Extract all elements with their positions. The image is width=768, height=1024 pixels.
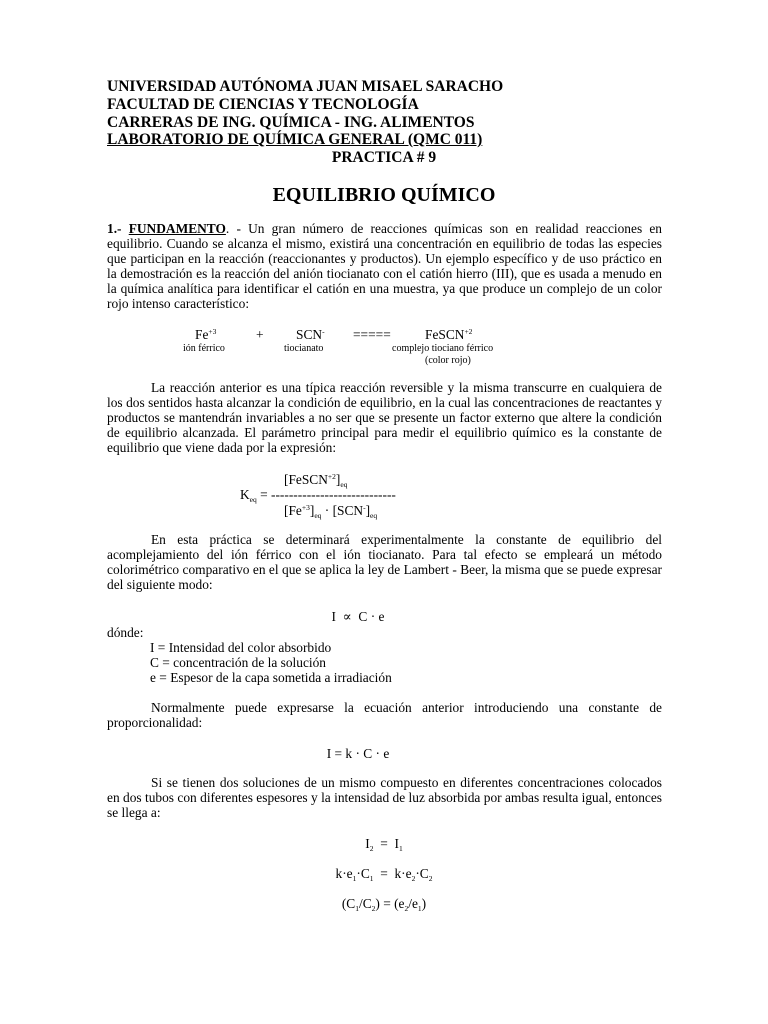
keq-fraction-line: $K_{eq}$ = ---------------------------- (240, 487, 396, 504)
donde-label: dónde: (107, 625, 144, 640)
product-complex: FeSCN$^{+2}$ (425, 327, 473, 342)
definition-concentration: C = concentración de la solución (150, 655, 326, 670)
reactant-iron: $Fe^{+3}$ (195, 327, 217, 342)
equation-equal-intensity: $I_2 = I_1$ (365, 836, 403, 853)
section1-paragraph (107, 221, 662, 311)
faculty-name: FACULTAD DE CIENCIAS Y TECNOLOGÍA (107, 96, 419, 113)
paragraph-3: En esta práctica se determinará experimentalmente la constante de equilibrio del acomplejamiento del ión férrico con el ión tiocianato. Para tal efecto se empleará un método colorimétrico comparativo en el que se aplica la ley de Lambert - Beer, la misma que se puede expresar del siguiente modo: (107, 532, 662, 592)
equation-ratio: $(C_1/C_2) = (e_2/e_1)$ (341, 896, 427, 913)
laboratory-line: LABORATORIO DE QUÍMICA GENERAL (QMC 011) (107, 131, 483, 148)
definition-thickness: e = Espesor de la capa sometida a irradiación (150, 670, 392, 685)
equation-proportional: I ∝ C · e (331, 609, 385, 624)
keq-numerator: $[FeSCN^{+2}]_{eq}$ (284, 472, 348, 489)
university-name: UNIVERSIDAD AUTÓNOMA JUAN MISAEL SARACHO (107, 78, 504, 95)
definition-intensity: I = Intensidad del color absorbido (150, 640, 332, 655)
keq-denominator: $[Fe^{+3}]_{eq} \cdot [SCN^-]_{eq}$ (284, 503, 378, 520)
reactant-thiocyanate: SCN- (296, 327, 325, 342)
practice-number: PRACTICA # 9 (331, 149, 437, 166)
careers-line: CARRERAS DE ING. QUÍMICA - ING. ALIMENTOS (107, 114, 475, 131)
complex-label: complejo tiociano férrico (392, 343, 494, 354)
equation-proportional-constant: I = k · C · e (326, 746, 390, 761)
plus-sign: + (256, 327, 264, 342)
paragraph-5: Si se tienen dos soluciones de un mismo compuesto en diferentes concentraciones colocados en dos tubos con diferentes espesores y la intensidad de luz absorbida por ambas resulta igual, entonces se llega a: (107, 775, 662, 820)
paragraph-4: Normalmente puede expresarse la ecuación anterior introduciendo una constante de proporcionalidad: (107, 700, 662, 730)
section1-number: 1.- (107, 221, 122, 236)
iron-label: ión férrico (183, 343, 225, 354)
section1-text: . - Un gran número de reacciones químicas son en realidad reacciones en equilibrio. Cuando se alcanza el mismo, existirá una concentración en equilibrio de todas las especies que participan en la reacción (reaccionantes y productos). Un ejemplo específico y de uso práctico en la demostración es la reacción del anión tiocianato con el catión hierro (III), que es usada a menudo en la química analítica para identificar el catión en una muestra, ya que produce un complejo de un color rojo intenso característico: (107, 221, 662, 311)
paragraph-2: La reacción anterior es una típica reacción reversible y la misma transcurre en cualquiera de los dos sentidos hasta alcanzar la condición de equilibrio, en la cual las concentraciones de reactantes y productos se mantendrán invariables a no ser que se presente un factor externo que altere la condición de equilibrio alcanzada. El parámetro principal para medir el equilibrio químico es la constante de equilibrio que viene dada por la expresión: (107, 380, 662, 455)
equilibrium-arrow: ===== (353, 327, 391, 342)
page-title: EQUILIBRIO QUÍMICO (272, 184, 496, 206)
thiocyanate-label: tiocianato (284, 343, 324, 354)
equation-expanded: $k\cdot e_1\cdot C_1 = k\cdot e_2\cdot C_2$ (335, 866, 433, 883)
complex-color-label: (color rojo) (425, 355, 471, 366)
section1-heading: FUNDAMENTO (128, 221, 226, 236)
